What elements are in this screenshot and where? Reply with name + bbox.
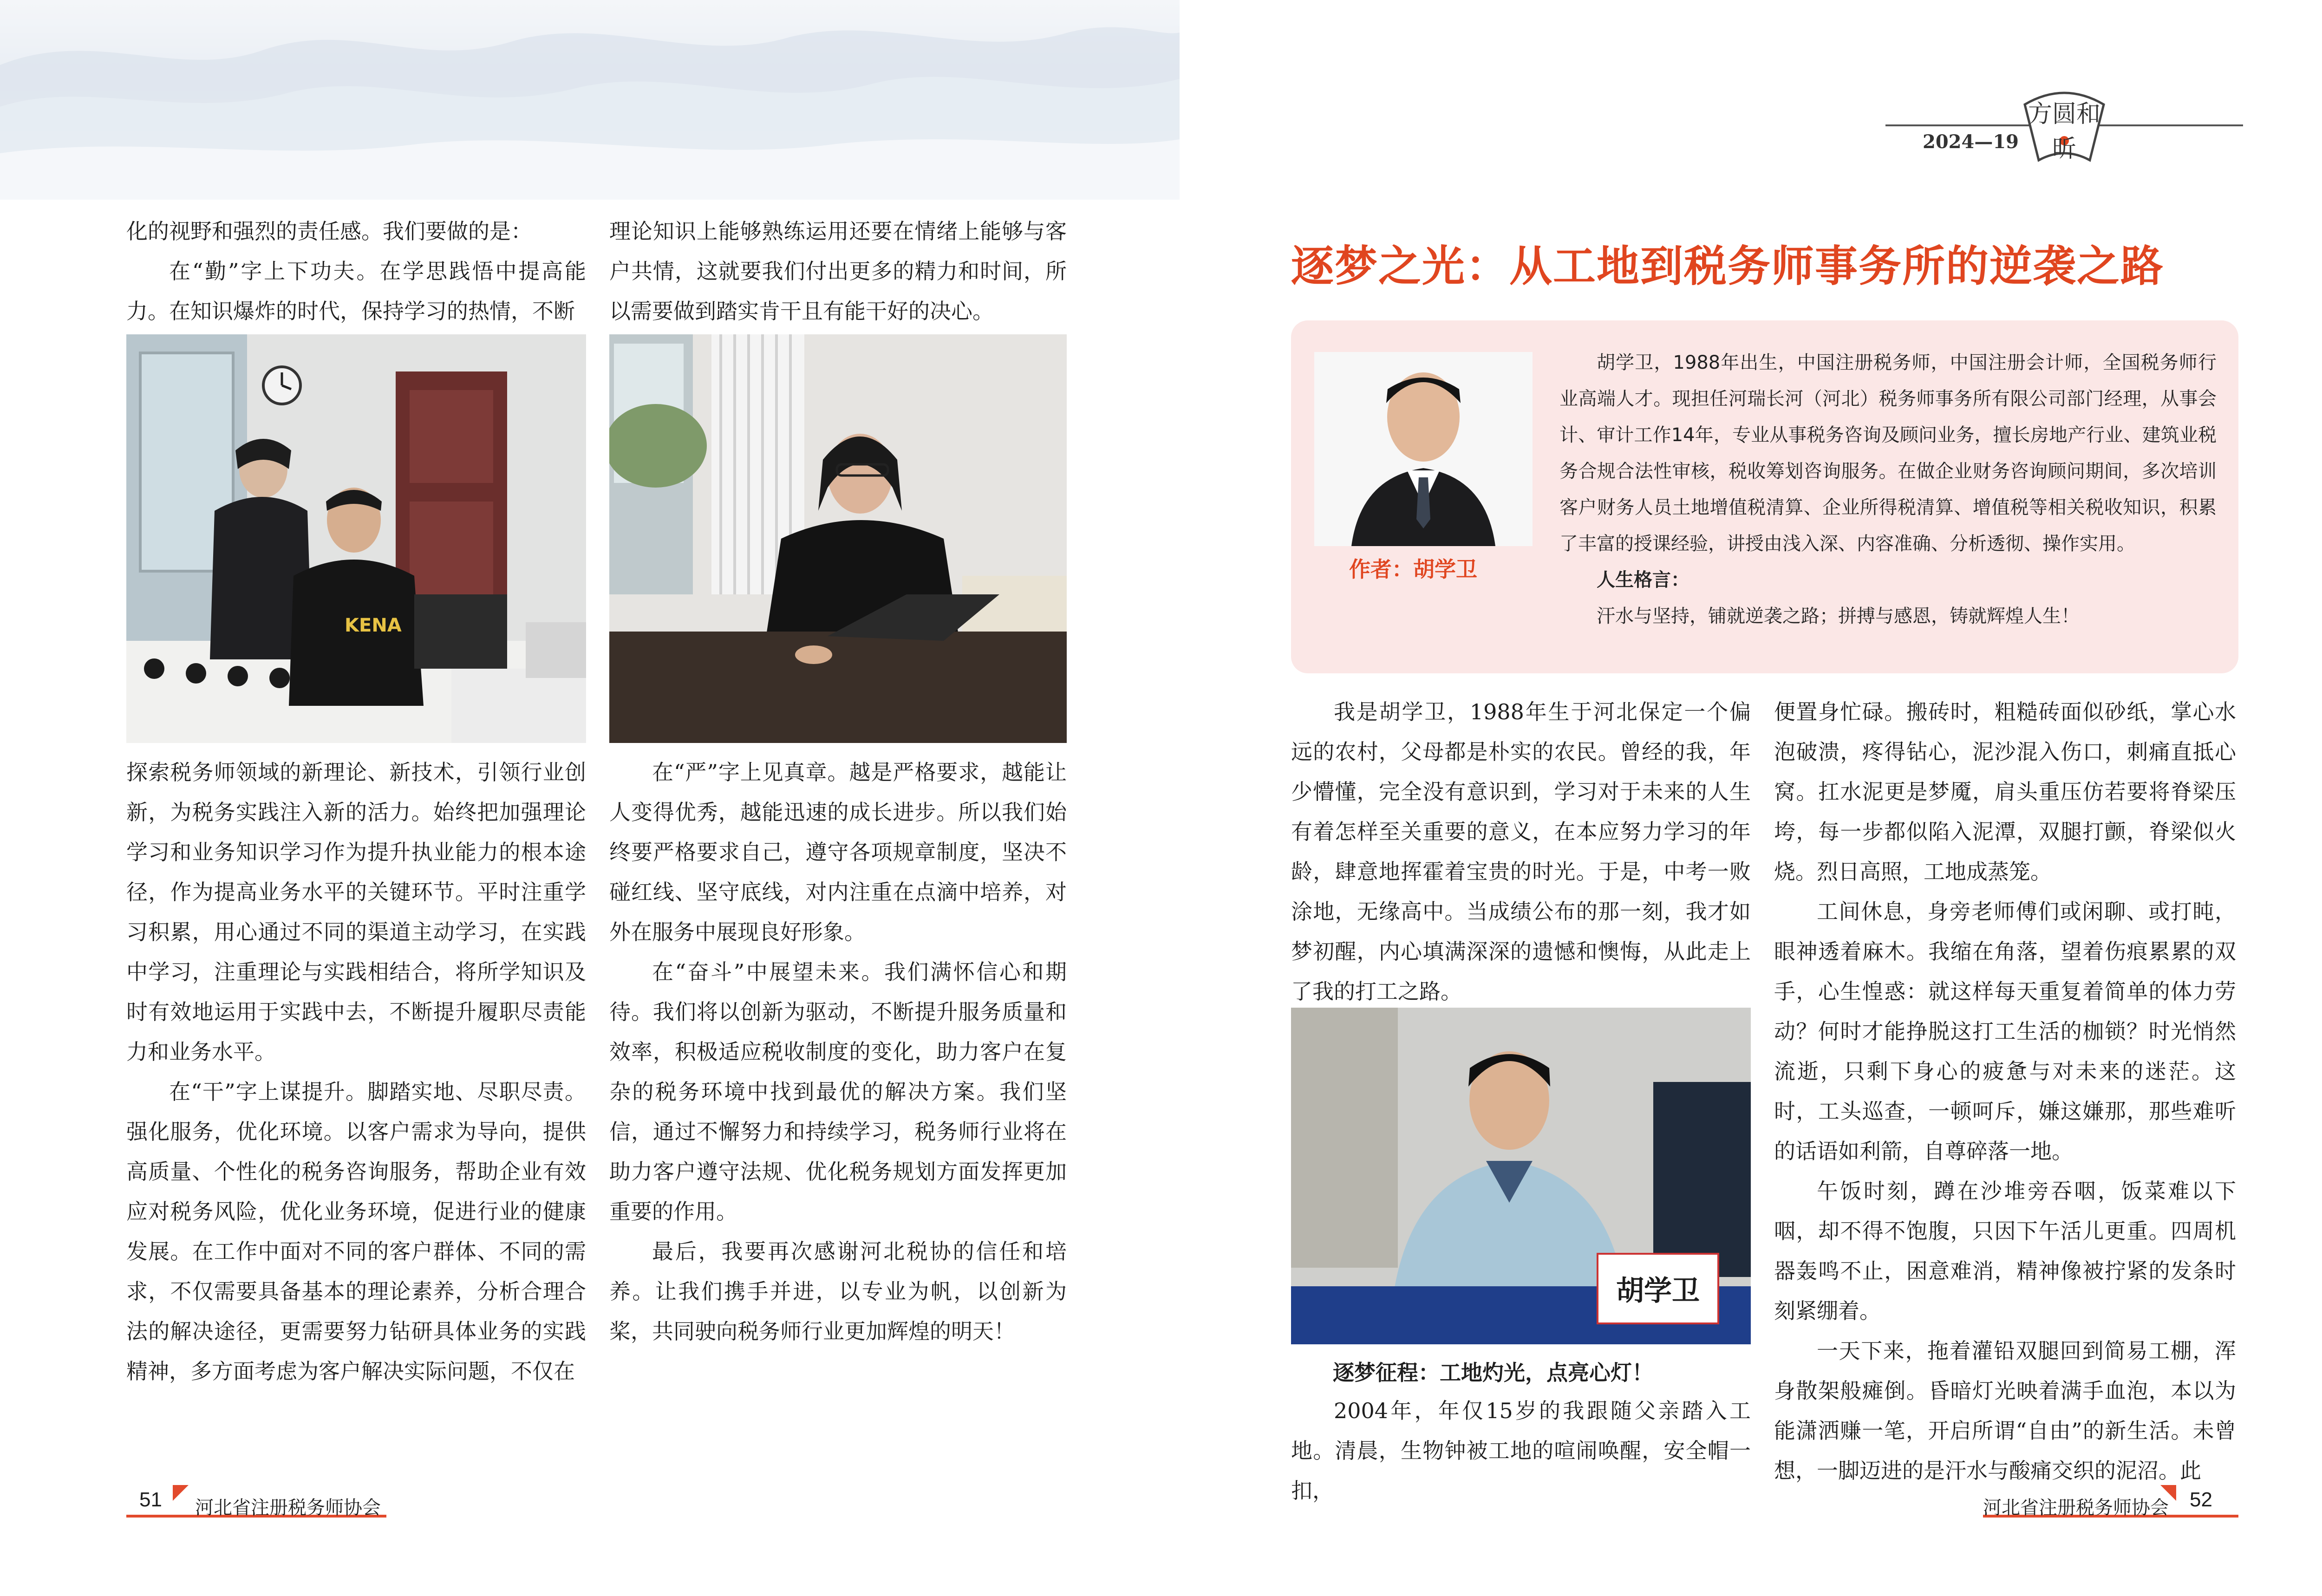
page-number-right: 52 (2190, 1488, 2212, 1511)
right-col2 (1774, 692, 2236, 1491)
paragraph: 工间休息，身旁老师傅们或闲聊、或打盹，眼神透着麻木。我缩在角落，望着伤痕累累的双手，心生惶惑：就这样每天重复着简单的体力劳动？何时才能挣脱这打工生活的枷锁？时光悄然流逝，只剩下身心的疲惫与对未来的迷茫。这时，工头巡查，一顿呵斥，嫌这嫌那，那些难听的话语如利箭，自尊碎落一地。 (1774, 899, 2236, 1164)
left-col2-top (609, 211, 1067, 331)
left-col1-bottom (126, 752, 586, 1391)
mountain-illustration (0, 0, 1180, 200)
desk-scene (609, 334, 1067, 743)
motto-text: 汗水与坚持，铺就逆袭之路；拼搏与感恩，铸就辉煌人生！ (1597, 606, 2080, 627)
photo-office-consultation (126, 334, 586, 743)
paragraph: 2004年，年仅15岁的我跟随父亲踏入工地。清晨，生物钟被工地的喧闹唤醒，安全帽一扣， (1291, 1398, 1751, 1503)
author-bio (1559, 345, 2217, 634)
photo-author-meeting (1291, 1008, 1751, 1344)
paragraph: 理论知识上能够熟练运用还要在情绪上能够与客户共情，这就要我们付出更多的精力和时间，所以需要做到踏实肯干且有能干好的决心。 (609, 219, 1067, 324)
right-col1-bottom (1291, 1391, 1751, 1511)
header-logo (1885, 86, 2243, 165)
section-heading: 逐梦征程：工地灼光，点亮心灯！ (1333, 1360, 1653, 1385)
paragraph: 我是胡学卫，1988年生于河北保定一个偏远的农村，父母都是朴实的农民。曾经的我，年少懵懂，完全没有意识到，学习对于未来的人生有着怎样至关重要的意义，在本应努力学习的年龄，肆意地挥霍着宝贵的时光。于是，中考一败涂地，无缘高中。当成绩公布的那一刻，我才如梦初醒，内心填满深深的遗憾和懊悔，从此走上了我的打工之路。 (1291, 699, 1751, 1004)
nameplate-text: 胡学卫 (1616, 1275, 1700, 1307)
logo-text: 方圆和昕 (2028, 100, 2100, 163)
paragraph: 在“奋斗”中展望未来。我们满怀信心和期待。我们将以创新为驱动，不断提升服务质量和效率，积极适应税收制度的变化，助力客户在复杂的税务环境中找到最优的解决方案。我们坚信，通过不懈努力和持续学习，税务师行业将在助力客户遵守法规、优化税务规划方面发挥更加重要的作用。 (609, 959, 1067, 1224)
bio-paragraph: 胡学卫，1988年出生，中国注册税务师，中国注册会计师，全国税务师行业高端人才。现担任河瑞长河（河北）税务师事务所有限公司部门经理，从事会计、审计工作14年，专业从事税务咨询及顾问业务，擅长房地产行业、建筑业税务合规合法性审核，税收筹划咨询服务。在做企业财务咨询顾问期间，多次培训客户财务人员土地增值税清算、企业所得税清算、增值税等相关税收知识，积累了丰富的授课经验，讲授由浅入深、内容准确、分析透彻、操作实用。 (1559, 352, 2217, 554)
paragraph: 一天下来，拖着灌铅双腿回到简易工棚，浑身散架般瘫倒。昏暗灯光映着满手血泡，本以为能潇洒赚一笔，开启所谓“自由”的新生活。未曾想，一脚迈进的是汗水与酸痛交织的泥沼。此 (1774, 1338, 2236, 1483)
author-portrait (1314, 352, 1533, 546)
paragraph: 探索税务师领域的新理论、新技术，引领行业创新，为税务实践注入新的活力。始终把加强理论学习和业务知识学习作为提升执业能力的根本途径，作为提高业务水平的关键环节。平时注重学习积累，用心通过不同的渠道主动学习，在实践中学习，注重理论与实践相结合，将所学知识及时有效地运用于实践中去，不断提升履职尽责能力和业务水平。 (126, 760, 586, 1064)
portrait-drawing (1314, 352, 1533, 546)
paragraph: 便置身忙碌。搬砖时，粗糙砖面似砂纸，掌心水泡破溃，疼得钻心，泥沙混入伤口，刺痛直抵心窝。扛水泥更是梦魇，肩头重压仿若要将脊梁压垮，每一步都似陷入泥潭，双腿打颤，脊梁似火烧。烈日高照，工地成蒸笼。 (1774, 699, 2236, 884)
paragraph: 最后，我要再次感谢河北税协的信任和培养。让我们携手并进，以专业为帆，以创新为桨，共同驶向税务师行业更加辉煌的明天！ (609, 1239, 1067, 1344)
paragraph: 化的视野和强烈的责任感。我们要做的是： (126, 219, 532, 244)
meeting-scene (1291, 1008, 1751, 1344)
shirt-text: KENA (345, 615, 402, 636)
motto-label: 人生格言： (1597, 569, 1689, 591)
left-col1-top (126, 211, 586, 331)
paragraph: 在“干”字上谋提升。脚踏实地、尽职尽责。强化服务，优化环境。以客户需求为导向，提供高质量、个性化的税务咨询服务，帮助企业有效应对税务风险，优化业务环境，促进行业的健康发展。在工作中面对不同的客户群体、不同的需求，不仅需要具备基本的理论素养，分析合理合法的解决途径，更需要努力钻研具体业务的实践精神，多方面考虑为客户解决实际问题，不仅在 (126, 1079, 586, 1384)
office-scene (126, 334, 586, 743)
paragraph: 在“严”字上见真章。越是严格要求，越能让人变得优秀，越能迅速的成长进步。所以我们始终要严格要求自己，遵守各项规章制度，坚决不碰红线、坚守底线，对内注重在点滴中培养，对外在服务中展现良好形象。 (609, 760, 1067, 945)
article-title: 逐梦之光：从工地到税务师事务所的逆袭之路 (1291, 241, 2165, 291)
header-mountain-mist (0, 0, 1180, 200)
paragraph: 午饭时刻，蹲在沙堆旁吞咽，饭菜难以下咽，却不得不饱腹，只因下午活儿更重。四周机器轰鸣不止，困意难消，精神像被拧紧的发条时刻紧绷着。 (1774, 1179, 2236, 1323)
page-number-left: 51 (139, 1488, 162, 1511)
footer-triangle-left-icon (173, 1485, 189, 1501)
left-col2-bottom (609, 752, 1067, 1351)
right-col1-top (1291, 692, 1751, 1011)
footer-org-left: 河北省注册税务师协会 (195, 1497, 381, 1518)
author-label: 作者：胡学卫 (1349, 557, 1477, 582)
photo-woman-laptop (609, 334, 1067, 743)
paragraph: 在“勤”字上下功夫。在学思践悟中提高能力。在知识爆炸的时代，保持学习的热情，不断 (126, 259, 586, 324)
issue-number: 2024—19 (1923, 131, 2019, 153)
footer-org-right: 河北省注册税务师协会 (1983, 1497, 2169, 1518)
